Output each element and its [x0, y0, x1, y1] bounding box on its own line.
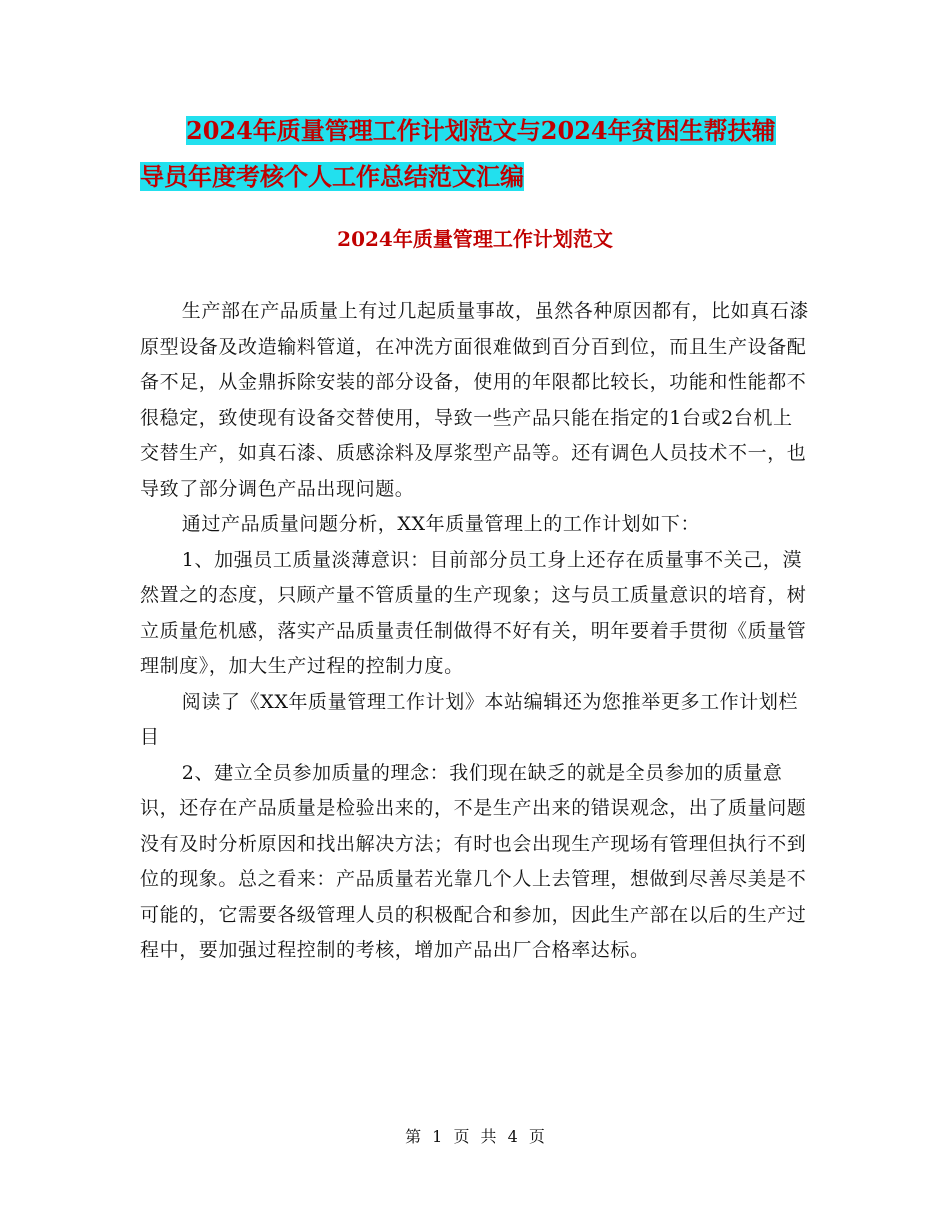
paragraph: 生产部在产品质量上有过几起质量事故，虽然各种原因都有，比如真石漆原型设备及改造输料管道，在冲洗方面很难做到百分百到位，而且生产设备配备不足，从金鼎拆除安装的部分设备，使用的年限都比较长，功能和性能都不很稳定，致使现有设备交替使用，导致一些产品只能在指定的1台或2台机上交替生产，如真石漆、质感涂料及厚浆型产品等。还有调色人员技术不一，也导致了部分调色产品出现问题。 — [140, 300, 809, 500]
document-body — [140, 294, 810, 969]
section-title: 2024年质量管理工作计划范文 — [337, 227, 613, 251]
paragraph: 阅读了《XX年质量管理工作计划》本站编辑还为您推举更多工作计划栏目 — [140, 690, 799, 748]
paragraph: 1、加强员工质量淡薄意识：目前部分员工身上还存在质量事不关己，漠然置之的态度，只顾产量不管质量的生产现象；这与员工质量意识的培育，树立质量危机感，落实产品质量责任制做得不好有关，明年要着手贯彻《质量管理制度》，加大生产过程的控制力度。 — [140, 548, 807, 677]
document-title-line-1: 2024年质量管理工作计划范文与2024年贫困生帮扶辅 — [186, 116, 776, 145]
paragraph: 2、建立全员参加质量的理念：我们现在缺乏的就是全员参加的质量意识，还存在产品质量是检验出来的，不是生产出来的错误观念，出了质量问题没有及时分析原因和找出解决方法；有时也会出现生产现场有管理但执行不到位的现象。总之看来：产品质量若光靠几个人上去管理，想做到尽善尽美是不可能的，它需要各级管理人员的积极配合和参加，因此生产部在以后的生产过程中，要加强过程控制的考核，增加产品出厂合格率达标。 — [140, 761, 807, 961]
document-title-line-2: 导员年度考核个人工作总结范文汇编 — [140, 162, 524, 191]
page-footer: 第 1 页 共 4 页 — [405, 1127, 545, 1146]
document-title — [140, 108, 820, 200]
paragraph: 通过产品质量问题分析，XX年质量管理上的工作计划如下： — [181, 513, 701, 535]
